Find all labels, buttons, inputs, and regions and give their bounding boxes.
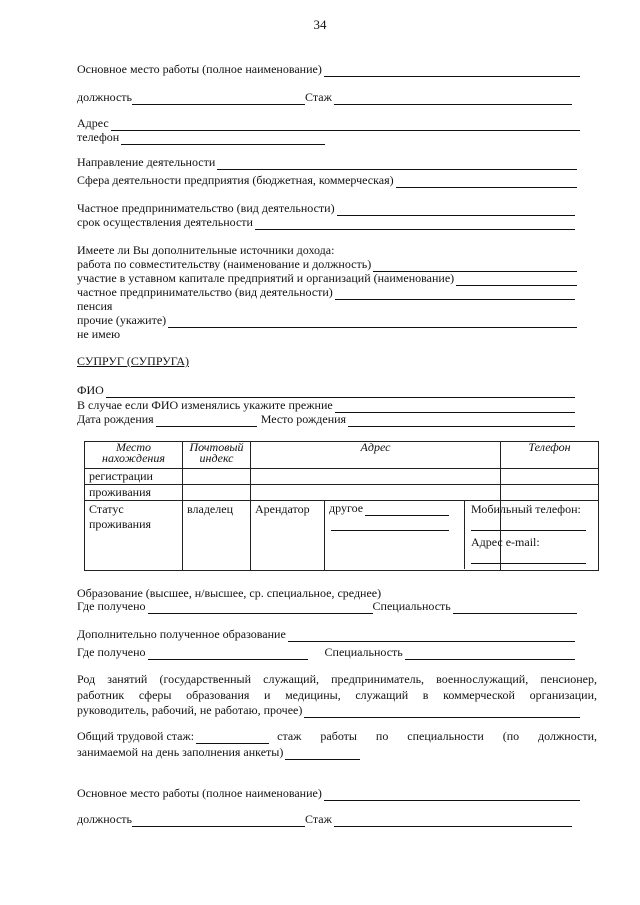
field-label: телефон <box>77 130 120 144</box>
contact-cell[interactable] <box>471 501 599 571</box>
row-registration-label: регистрации <box>85 469 183 485</box>
registration-index-cell[interactable] <box>183 469 251 485</box>
address-field[interactable] <box>77 116 580 131</box>
charter-capital-field[interactable] <box>77 271 577 286</box>
position-field[interactable] <box>77 90 572 105</box>
field-label: занимаемой на день заполнения анкеты) <box>77 745 284 759</box>
spouse-birth-field[interactable] <box>77 412 575 427</box>
private-business-field[interactable] <box>77 201 575 216</box>
occupation-line-1: Род занятий (государственный служащий, предприниматель, военнослужащий, пенсионер, <box>77 672 597 686</box>
field-label: должность <box>77 812 132 826</box>
education-where-field[interactable] <box>77 599 577 614</box>
other-income-field[interactable] <box>77 313 577 328</box>
activity-area-field[interactable] <box>77 155 577 170</box>
mobile-label: Мобильный телефон: <box>471 502 581 516</box>
field-label: участие в уставном капитале предприятий и организаций (наименование) <box>77 271 455 285</box>
header-address: Адрес <box>251 442 501 469</box>
field-label: Где получено <box>77 645 146 659</box>
total-experience-field[interactable] <box>77 729 597 744</box>
income-question: Имеете ли Вы дополнительные источники дохода: <box>77 243 335 257</box>
registration-address-cell[interactable] <box>251 469 501 485</box>
spouse-prev-fio-field[interactable] <box>77 398 575 413</box>
field-label: стаж работы по специальности (по должности, <box>277 729 597 743</box>
part-time-field[interactable] <box>77 257 577 272</box>
pension-option[interactable]: пенсия <box>77 299 113 313</box>
main-job-field[interactable] <box>77 62 580 77</box>
additional-where-field[interactable] <box>77 645 575 660</box>
header-location: Место нахождения <box>85 442 183 469</box>
field-label: Специальность <box>324 645 403 659</box>
enterprise-sphere-field[interactable] <box>77 173 577 188</box>
field-label: В случае если ФИО изменялись укажите прежние <box>77 398 333 412</box>
living-index-cell[interactable] <box>183 485 251 501</box>
living-address-cell[interactable] <box>251 485 501 501</box>
income-private-business-field[interactable] <box>77 285 575 300</box>
occupation-line-2: работник сферы образования и медицины, служащий в коммерческой организации, <box>77 688 597 702</box>
field-label: работа по совместительству (наименование и должность) <box>77 257 372 271</box>
field-label: Частное предпринимательство (вид деятельности) <box>77 201 335 215</box>
field-label: срок осуществления деятельности <box>77 215 253 229</box>
field-label: руководитель, рабочий, не работаю, прочее) <box>77 703 303 717</box>
spouse-main-job-field[interactable] <box>77 786 580 801</box>
header-phone: Телефон <box>501 442 599 469</box>
field-label: Стаж <box>305 90 332 104</box>
field-label: Дата рождения <box>77 412 154 426</box>
field-label: другое <box>329 501 364 515</box>
field-label: Общий трудовой стаж: <box>77 729 195 743</box>
field-label: Адрес <box>77 116 109 130</box>
specialty-experience-field[interactable] <box>77 745 360 760</box>
phone-field[interactable] <box>77 130 325 145</box>
education-line: Образование (высшее, н/высшее, ср. специальное, среднее) <box>77 586 382 600</box>
activity-term-field[interactable] <box>77 215 575 230</box>
field-label: Основное место работы (полное наименование) <box>77 786 322 800</box>
field-label: прочие (укажите) <box>77 313 167 327</box>
residence-table <box>84 441 599 571</box>
owner-option[interactable]: владелец <box>183 501 251 571</box>
field-label: Основное место работы (полное наименование) <box>77 62 322 76</box>
header-postal-index: Почтовый индекс <box>183 442 251 469</box>
status-label: Статус проживания <box>85 501 183 571</box>
registration-phone-cell[interactable] <box>501 469 599 485</box>
field-label: Направление деятельности <box>77 155 216 169</box>
field-label: Дополнительно полученное образование <box>77 627 286 641</box>
field-label: Где получено <box>77 599 146 613</box>
no-income-option[interactable]: не имею <box>77 327 121 341</box>
row-living-label: проживания <box>85 485 183 501</box>
field-label: ФИО <box>77 383 104 397</box>
field-label: Сфера деятельности предприятия (бюджетная, коммерческая) <box>77 173 394 187</box>
living-phone-cell[interactable] <box>501 485 599 501</box>
field-label: Специальность <box>372 599 451 613</box>
email-label: Адрес e-mail: <box>471 535 540 549</box>
field-label: должность <box>77 90 132 104</box>
field-label: Стаж <box>305 812 332 826</box>
page-number: 34 <box>313 17 327 32</box>
additional-education-field[interactable] <box>77 627 575 642</box>
spouse-position-field[interactable] <box>77 812 572 827</box>
occupation-field[interactable] <box>77 703 580 718</box>
field-label: Место рождения <box>260 412 347 426</box>
field-label: частное предпринимательство (вид деятельности) <box>77 285 333 299</box>
spouse-fio-field[interactable] <box>77 383 575 398</box>
spouse-heading: СУПРУГ (СУПРУГА) <box>77 354 189 368</box>
tenant-option[interactable]: Арендатор <box>251 501 325 571</box>
